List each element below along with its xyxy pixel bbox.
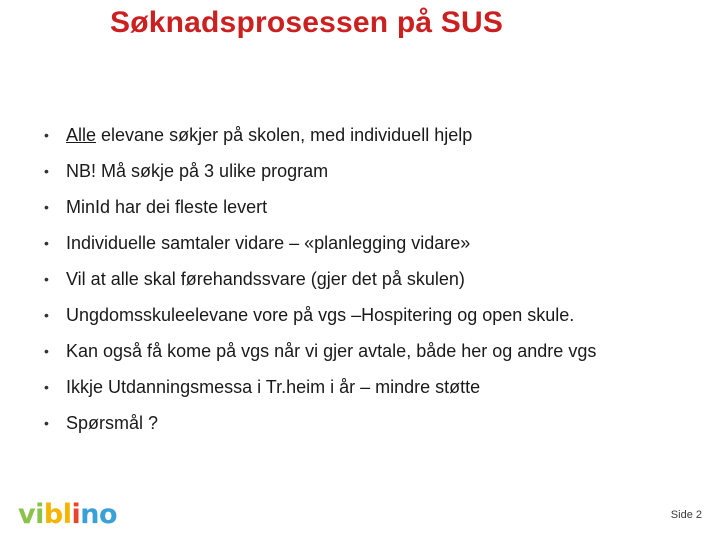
page-number: Side 2 (670, 509, 702, 521)
bullet-mark: • (44, 163, 49, 179)
bullet-text: MinId har dei fleste levert (66, 197, 268, 217)
bullet-mark: • (44, 127, 49, 143)
bullet-item (44, 232, 714, 268)
slide-title: Søknadsprosessen på SUS (110, 6, 504, 39)
bullet-text: Spørsmål ? (66, 413, 159, 433)
bullet-item (44, 376, 714, 412)
bullet-mark: • (44, 343, 49, 359)
bullet-item (44, 268, 714, 304)
bullet-item (44, 412, 714, 448)
bullet-text: Vil at alle skal førehandssvare (gjer det på skulen) (66, 269, 465, 289)
logo-letter: i (71, 499, 81, 530)
bullet-mark: • (44, 271, 49, 287)
logo-letter: n (80, 499, 99, 530)
bullet-text: Ikkje Utdanningsmessa i Tr.heim i år – mindre støtte (66, 377, 481, 397)
bullet-text: Ungdomsskuleelevane vore på vgs –Hospitering og open skule. (66, 305, 575, 325)
bullet-text (66, 124, 472, 146)
logo-letter: l (62, 499, 72, 530)
bullet-mark: • (44, 235, 49, 251)
bullet-body: elevane søkjer på skolen, med individuell hjelp (96, 125, 473, 145)
bullet-mark: • (44, 307, 49, 323)
bullet-mark: • (44, 199, 49, 215)
logo-letter: v (18, 499, 36, 530)
bullet-text: Kan også få kome på vgs når vi gjer avtale, både her og andre vgs (66, 341, 597, 361)
logo-letter: o (98, 499, 118, 530)
bullet-text: Individuelle samtaler vidare – «planlegging vidare» (66, 233, 471, 253)
bullet-item (44, 196, 714, 232)
bullet-list (44, 124, 714, 448)
bullet-lead-word: Alle (66, 125, 97, 145)
logo-letter: b (43, 499, 63, 530)
bullet-text: NB! Må søkje på 3 ulike program (66, 161, 329, 181)
bullet-item (44, 160, 714, 196)
bullet-item (44, 304, 714, 340)
viblino-logo (18, 500, 117, 530)
logo-letter: i (35, 499, 44, 530)
bullet-item (44, 340, 714, 376)
bullet-mark: • (44, 415, 49, 431)
bullet-item (44, 124, 714, 160)
bullet-mark: • (44, 379, 49, 395)
